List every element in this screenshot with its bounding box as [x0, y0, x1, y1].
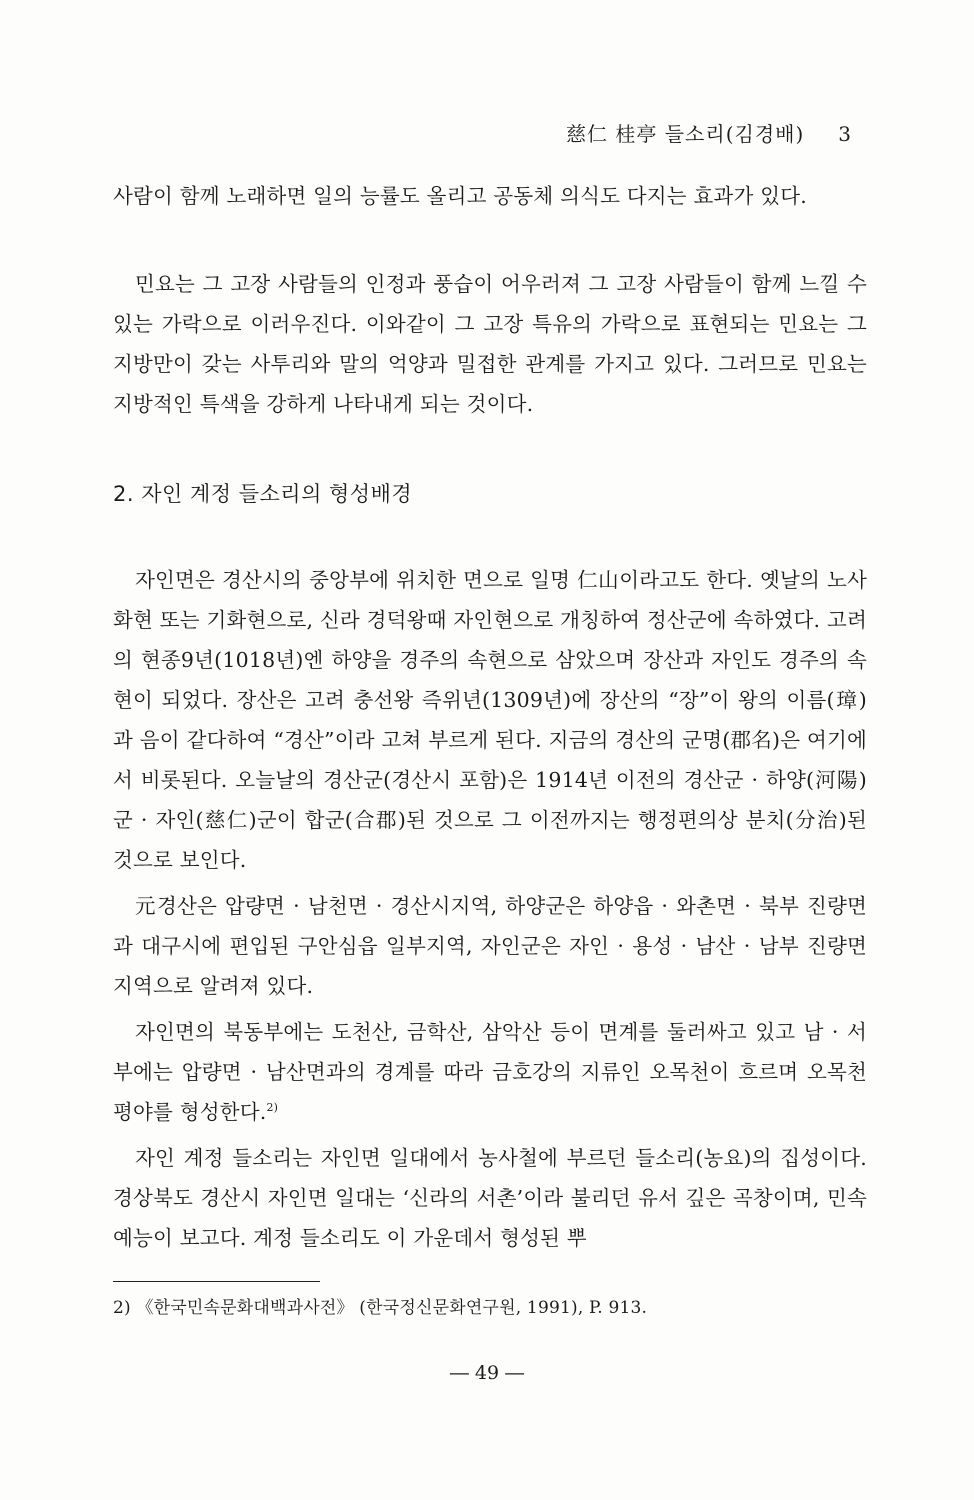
paragraph-text: 자인면의 북동부에는 도천산, 금학산, 삼악산 등이 면계를 둘러싸고 있고 남 · 서부에는 압량면 · 남산면과의 경계를 따라 금호강의 지류인 오목천이 흐르며 오목천 평야를 형성한다.	[113, 1020, 867, 1124]
section-paragraph-3	[113, 1012, 867, 1132]
paragraph-text: 민요는 그 고장 사람들의 인정과 풍습이 어우러져 그 고장 사람들이 함께 느낄 수 있는 가락으로 이러우진다. 이와같이 그 고장 특유의 가락으로 표현되는 민요는 그 지방만이 갖는 사투리와 말의 억양과 밀접한 관계를 가지고 있다. 그러므로 민요는 지방적인 특색을 강하게 나타내게 되는 것이다.	[113, 272, 867, 416]
paragraph-text: 사람이 함께 노래하면 일의 능률도 올리고 공동체 의식도 다지는 효과가 있다.	[113, 184, 807, 208]
footnote-marker[interactable]: 2)	[266, 1101, 279, 1114]
intro-paragraph-1	[113, 176, 867, 216]
running-header	[566, 118, 852, 147]
section-paragraph-4: 자인 계정 들소리는 자인면 일대에서 농사철에 부르던 들소리(농요)의 집성이다. 경상북도 경산시 자인면 일대는 ‘신라의 서촌’이라 불리던 유서 깊은 곡창이며, 민속예능이 보고다. 계정 들소리도 이 가운데서 형성된 뿌	[113, 1146, 867, 1250]
section-heading: 2. 자인 계정 들소리의 형성배경	[113, 482, 413, 506]
intro-paragraph-2	[113, 264, 867, 424]
running-header-title: 慈仁 桂亭 들소리(김경배)	[566, 122, 805, 146]
footnote-divider	[113, 1281, 320, 1282]
running-header-page-number: 3	[838, 122, 852, 146]
section-body	[113, 560, 867, 1258]
page-number: ― 49 ―	[449, 1362, 525, 1384]
footnote: 2) 《한국민속문화대백과사전》 (한국정신문화연구원, 1991), P. 913.	[113, 1298, 648, 1318]
section-paragraph-2: 元경산은 압량면 · 남천면 · 경산시지역, 하양군은 하양읍 · 와촌면 · 북부 진량면과 대구시에 편입된 구안심읍 일부지역, 자인군은 자인 · 용성 · 남산 · 남부 진량면지역으로 알려져 있다.	[113, 894, 867, 998]
section-paragraph-1: 자인면은 경산시의 중앙부에 위치한 면으로 일명 仁山이라고도 한다. 옛날의 노사화현 또는 기화현으로, 신라 경덕왕때 자인현으로 개칭하여 정산군에 속하였다. 고려의 현종9년(1018년)엔 하양을 경주의 속현으로 삼았으며 장산과 자인도 경주의 속현이 되었다. 장산은 고려 충선왕 즉위년(1309년)에 장산의 “장”이 왕의 이름(璋)과 음이 같다하여 “경산”이라 고쳐 부르게 된다. 지금의 경산의 군명(郡名)은 여기에서 비롯된다. 오늘날의 경산군(경산시 포함)은 1914년 이전의 경산군 · 하양(河陽)군 · 자인(慈仁)군이 합군(合郡)된 것으로 그 이전까지는 행정편의상 분치(分治)된 것으로 보인다.	[113, 568, 867, 872]
